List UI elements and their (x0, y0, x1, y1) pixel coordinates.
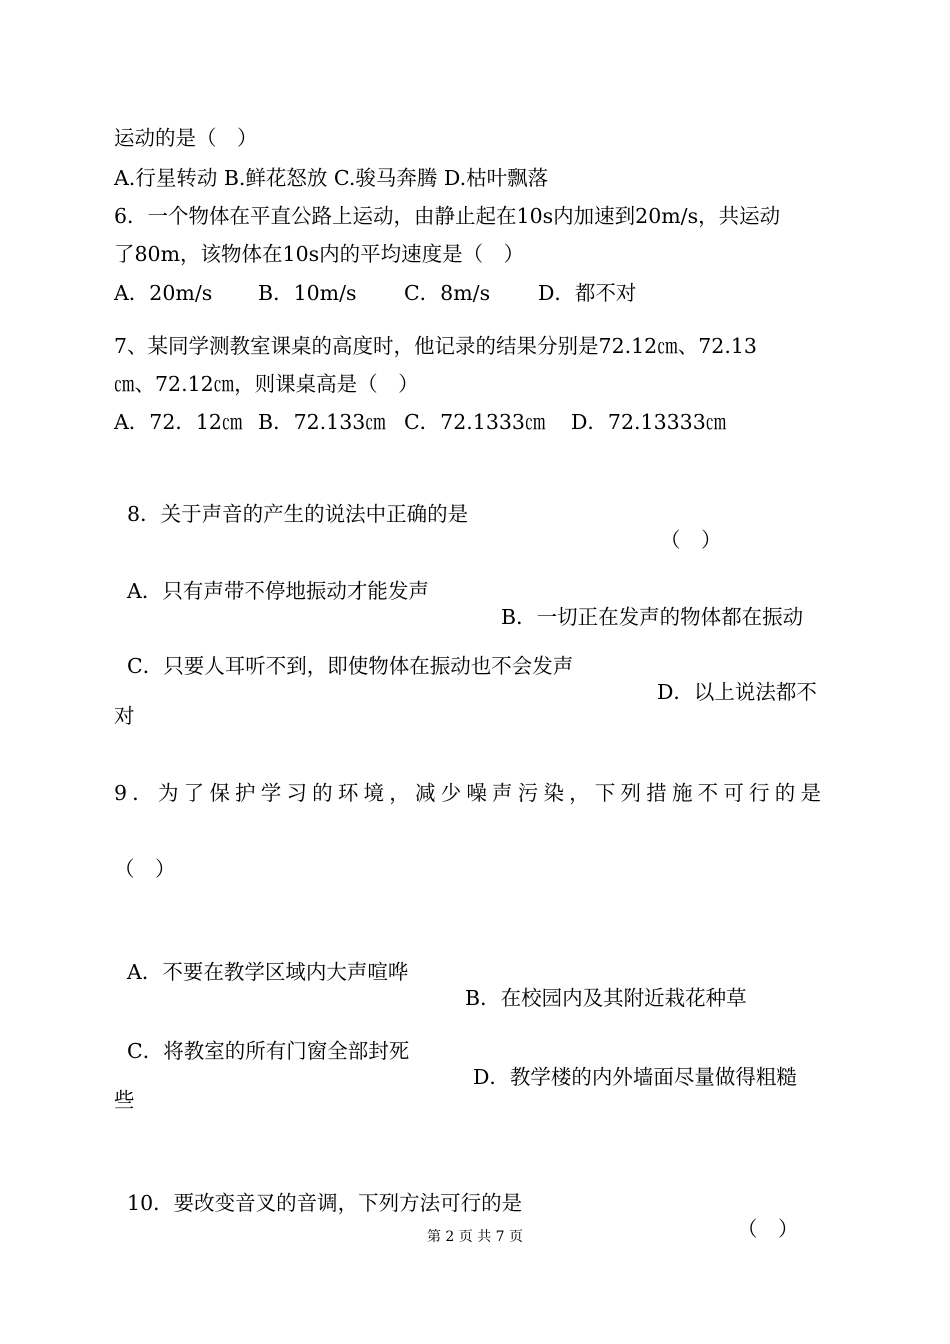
q9-option-c: C．将教室的所有门窗全部封死 (127, 1039, 410, 1063)
q8-stem: 8．关于声音的产生的说法中正确的是 (127, 502, 469, 526)
q6-option-b: B．10m/s (258, 281, 357, 305)
q6-stem-line1-text: 6．一个物体在平直公路上运动，由静止起在10s内加速到20m/s，共运动 (114, 204, 781, 228)
q8-option-d-tail: 对 (114, 704, 135, 728)
q6-stem-line1 (114, 203, 837, 229)
q8-stem-row (114, 475, 837, 553)
q8-answer-paren: （ ） (660, 528, 722, 552)
q7-stem-line2: ㎝、72.12㎝，则课桌高是（ ） (114, 372, 419, 396)
q6-option-d: D．都不对 (538, 281, 637, 305)
q6-options (114, 280, 636, 306)
q7-option-b: B．72.133㎝ (258, 410, 386, 434)
q9-answer-paren: （ ） (114, 857, 176, 881)
q9-stem: 9．为了保护学习的环境，减少噪声污染，下列措施不可行的是 (114, 781, 827, 805)
q7-option-c: C．72.1333㎝ (404, 410, 546, 434)
q9-option-a: A．不要在教学区域内大声喧哗 (127, 960, 409, 984)
q7-options (114, 409, 726, 435)
q7-option-a: A．72．12㎝ (114, 410, 243, 434)
q8-options-ab (114, 552, 837, 630)
q7-option-d: D．72.13333㎝ (571, 410, 727, 434)
q7-stem-line1: 7、某同学测教室课桌的高度时，他记录的结果分别是72.12㎝、72.13 (114, 334, 757, 358)
q6-stem-line2: 了80m，该物体在10s内的平均速度是（ ） (114, 242, 525, 266)
q9-option-d-tail: 些 (114, 1088, 135, 1112)
q9-options-ab (114, 933, 837, 1011)
q8-options-cd (114, 627, 837, 705)
q8-option-c: C．只要人耳听不到，即使物体在振动也不会发声 (127, 654, 574, 678)
q10-stem: 10．要改变音叉的音调，下列方法可行的是 (127, 1191, 523, 1215)
q8-option-a: A．只有声带不停地振动才能发声 (127, 579, 429, 603)
page-footer: 第 2 页 共 7 页 (426, 1229, 524, 1245)
q8-option-b: B．一切正在发声的物体都在振动 (501, 605, 804, 629)
q5-options: A.行星转动 B.鲜花怒放 C.骏马奔腾 D.枯叶飘落 (114, 166, 549, 190)
q10-answer-paren: （ ） (737, 1217, 799, 1241)
q6-option-a: A．20m/s (114, 281, 213, 305)
q9-option-d: D．教学楼的内外墙面尽量做得粗糙 (473, 1065, 797, 1089)
q5-stem-tail: 运动的是（ ） (114, 126, 258, 150)
q9-options-cd (114, 1012, 837, 1090)
q9-option-b: B．在校园内及其附近栽花种草 (465, 986, 747, 1010)
q6-option-c: C．8m/s (404, 281, 491, 305)
q8-option-d: D．以上说法都不 (657, 680, 817, 704)
